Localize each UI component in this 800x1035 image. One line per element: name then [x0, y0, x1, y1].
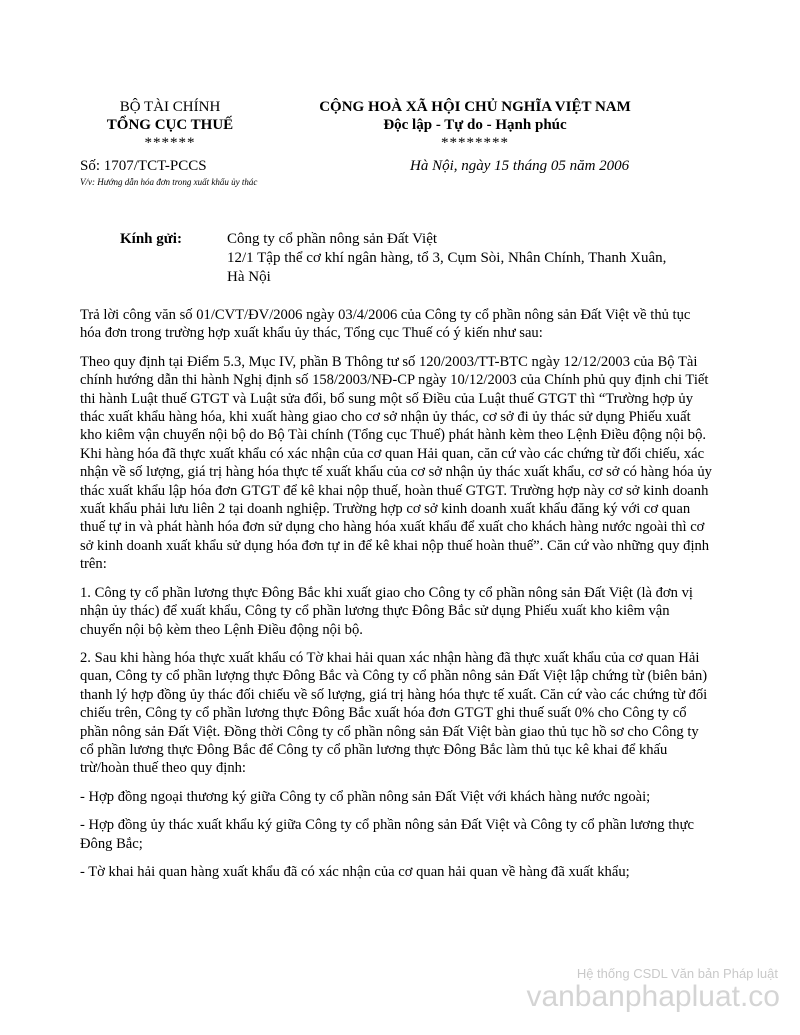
list-item: - Hợp đồng ngoại thương ký giữa Công ty cổ phần nông sản Đất Việt với khách hàng nước ngoài;	[80, 788, 651, 805]
watermark-caption: Hệ thống CSDL Văn bản Pháp luật	[576, 966, 778, 981]
paragraph: Theo quy định tại Điểm 5.3, Mục IV, phần B Thông tư số 120/2003/TT-BTC ngày 12/12/2003 của Bộ Tài chính hướng dẫn thi hành Nghị định số 158/2003/NĐ-CP ngày 10/12/2003 của Chính phủ quy định chi Tiết thi hành Luật thuế GTGT và Luật sửa đổi, bổ sung một số Điều của Luật thuế GTGT thì “Trường hợp ủy thác xuất khẩu hàng hóa, khi xuất hàng giao cho cơ sở nhận ủy thác, cơ sở đi ủy thác sử dụng Phiếu xuất kho kiêm vận chuyển nội bộ do Bộ Tài chính (Tổng cục Thuế) phát hành kèm theo Lệnh Điều động nội bộ. Khi hàng hóa đã thực xuất khẩu có xác nhận của cơ quan Hải quan, căn cứ vào các chứng từ đối chiếu, xác nhận về số lượng, giá trị hàng hóa thực tế xuất khẩu của cơ sở nhận ủy thác xuất khẩu, cơ sở có hàng hóa ủy thác xuất khẩu lập hóa đơn GTGT để kê khai nộp thuế, hoàn thuế GTGT. Trường hợp này cơ sở kinh doanh xuất khẩu phải lưu liên 2 tại doanh nghiệp. Trường hợp cơ sở kinh doanh xuất khẩu đăng ký với cơ quan thuế tự in và phát hành hóa đơn sử dụng cho hàng hóa xuất khẩu để xuất cho khách hàng nước ngoài thì cơ sở kinh doanh xuất khẩu sử dụng hóa đơn tự in để kê khai nộp thuế hoàn thuế”. Căn cứ vào những quy định trên:	[80, 353, 712, 573]
document-subject: V/v: Hướng dẫn hóa đơn trong xuất khẩu ủy thác	[80, 177, 258, 187]
document-body	[80, 306, 712, 891]
watermark-site: vanbanphapluat.co	[526, 980, 780, 1013]
issuer-block	[80, 98, 260, 152]
issue-date: Hà Nội, ngày 15 tháng 05 năm 2006	[410, 158, 630, 174]
recipient-details	[227, 230, 667, 287]
department-name: TỔNG CỤC THUẾ	[106, 117, 234, 133]
paragraph: 1. Công ty cổ phần lương thực Đông Bắc khi xuất giao cho Công ty cổ phần nông sản Đất Việt (là đơn vị nhận ủy thác) để xuất khẩu, Công ty cổ phần lương thực Đông Bắc sử dụng Phiếu xuất kho kiêm vận chuyển nội bộ kèm theo Lệnh Điều động nội bộ.	[80, 584, 693, 638]
recipient-name: Công ty cổ phần nông sản Đất Việt	[227, 231, 438, 247]
paragraph: Trả lời công văn số 01/CVT/ĐV/2006 ngày 03/4/2006 của Công ty cổ phần nông sản Đất Việt về thủ tục hóa đơn trong trường hợp xuất khẩu ủy thác, Tổng cục Thuế có ý kiến như sau:	[80, 307, 691, 342]
paragraph: 2. Sau khi hàng hóa thực xuất khẩu có Tờ khai hải quan xác nhận hàng đã thực xuất khẩu của cơ quan Hải quan, Công ty cổ phần lượng thực Đông Bắc và Công ty cổ phần nông sản Đất Việt lập chứng từ (biên bản) thanh lý hợp đồng ủy thác đối chiếu về số lượng, giá trị hàng hóa thực tế xuất. Căn cứ vào các chứng từ đối chiếu trên, Công ty cổ phần lương thực Đông Bắc xuất hóa đơn GTGT ghi thuế suất 0% cho Công ty cổ phần nông sản Đất Việt. Đồng thời Công ty cổ phần nông sản Đất Việt bàn giao thủ tục hồ sơ cho Công ty cổ phần lương thực Đông Bắc để Công ty cổ phần lương thực Đông Bắc làm thủ tục kê khai để khấu trừ/hoàn thuế theo quy định:	[80, 649, 708, 777]
issuer-separator: ******	[144, 135, 196, 151]
motto-separator: ********	[441, 135, 509, 151]
country-name: CỘNG HOÀ XÃ HỘI CHỦ NGHĨA VIỆT NAM	[319, 99, 631, 115]
national-title-block	[290, 98, 660, 152]
recipient-address: 12/1 Tập thể cơ khí ngân hàng, tổ 3, Cụm Sòi, Nhân Chính, Thanh Xuân, Hà Nội	[227, 250, 667, 285]
national-motto: Độc lập - Tự do - Hạnh phúc	[383, 117, 567, 133]
ministry-name: BỘ TÀI CHÍNH	[119, 99, 221, 115]
document-number: Số: 1707/TCT-PCCS	[80, 158, 207, 174]
list-item: - Tờ khai hải quan hàng xuất khẩu đã có xác nhận của cơ quan hải quan về hàng đã xuất khẩu;	[80, 863, 630, 880]
list-item: - Hợp đồng ủy thác xuất khẩu ký giữa Công ty cổ phần nông sản Đất Việt và Công ty cổ phần lương thực Đông Bắc;	[80, 817, 694, 852]
recipient-label: Kính gửi:	[120, 231, 182, 247]
